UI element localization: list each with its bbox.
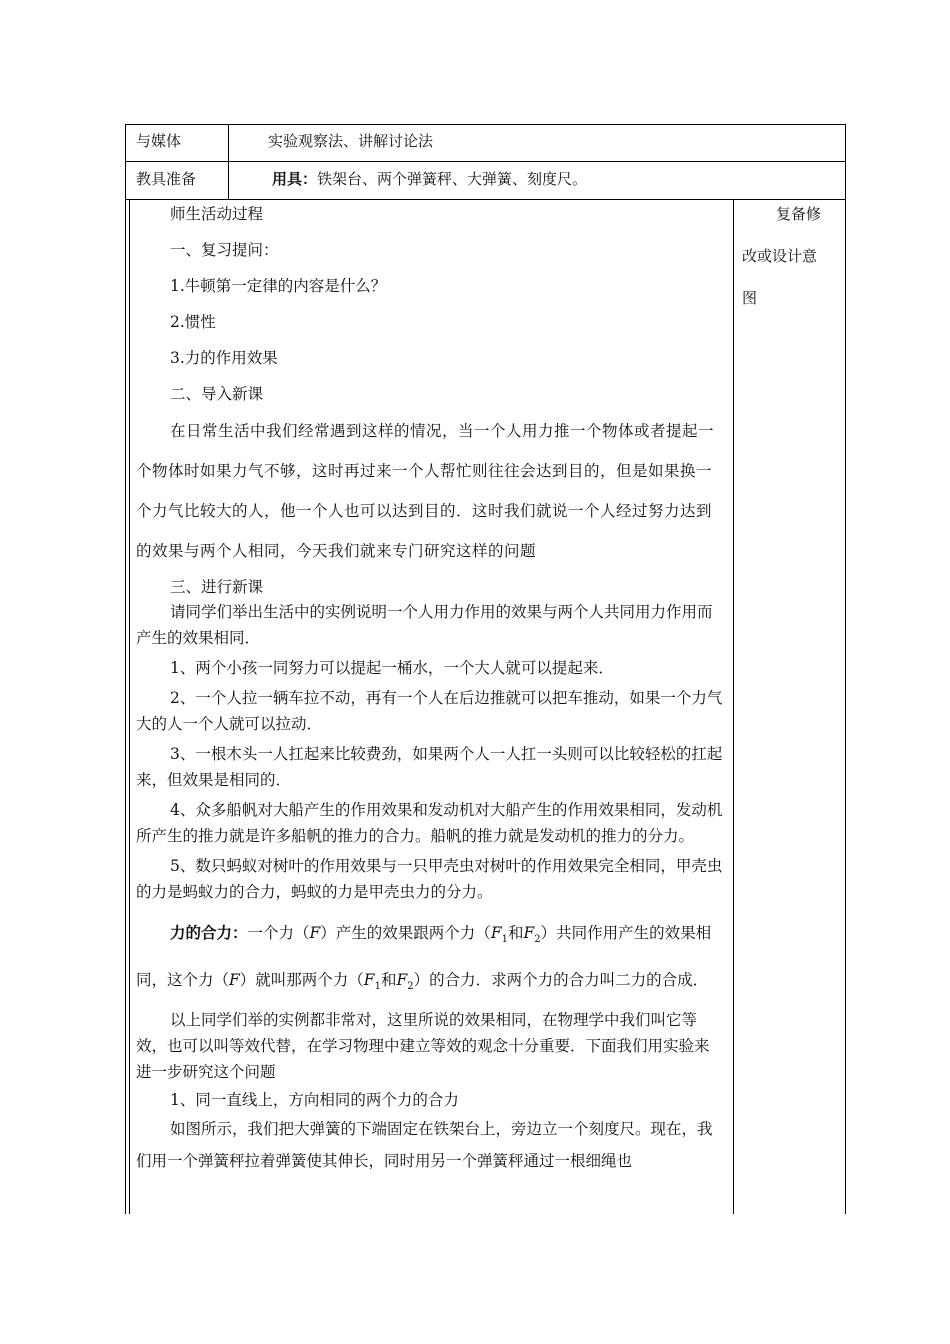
intro-heading: 二、导入新课 (170, 385, 264, 403)
force-F2-2: $F_2$ (396, 971, 414, 993)
side-note (742, 193, 837, 319)
force-F: F (309, 924, 321, 942)
review-heading: 一、复习提问： (170, 241, 279, 259)
row1-value: 实验观察法、讲解讨论法 (268, 132, 434, 150)
new-lesson-paragraph: 请同学们举出生活中的实例说明一个人用力作用的效果与两个人共同用力作用而产生的效果相同． (136, 603, 713, 647)
force-F2: $F_2$ (523, 924, 541, 946)
table-left-border (125, 124, 126, 1214)
review-item-2: 2.惯性 (170, 313, 216, 331)
example-3: 3、一根木头一人扛起来比较费劲，如果两个人一人扛一头则可以比较轻松的扛起来，但效果是相同的． (136, 745, 723, 789)
main-content (136, 203, 723, 1177)
main-left-border (129, 199, 130, 1214)
resultant-force-definition: 力的合力：一个力（F）产生的效果跟两个力（$F_1$和$F_2$）共同作用产生的效果相同，这个力（F）就叫那两个力（$F_1$和$F_2$）的合力．求两个力的合力叫二力的合成． (136, 924, 712, 993)
force-F1: $F_1$ (490, 924, 508, 946)
row2-value (272, 169, 587, 189)
row1-bottom-border (125, 161, 846, 162)
side-note-line-1: 复备修 (776, 205, 822, 223)
force-F1-2: $F_1$ (363, 971, 381, 993)
notes-column-divider (733, 199, 734, 1214)
force-F-2: F (229, 971, 240, 990)
header-column-divider (228, 124, 229, 200)
row2-bottom-border (125, 199, 846, 200)
side-note-line-3: 图 (742, 289, 758, 307)
example-2: 2、一个人拉一辆车拉不动，再有一个人在后边推就可以把车推动，如果一个力气大的人一个人就可以拉动． (136, 689, 723, 733)
experiment-paragraph: 如图所示，我们把大弹簧的下端固定在铁架台上，旁边立一个刻度尺。现在，我们用一个弹簧秤拉着弹簧使其伸长，同时用另一个弹簧秤通过一根细绳也 (136, 1120, 713, 1171)
example-5: 5、数只蚂蚁对树叶的作用效果与一只甲壳虫对树叶的作用效果完全相同，甲壳虫的力是蚂蚁力的合力，蚂蚁的力是甲壳虫力的分力。 (136, 857, 723, 901)
intro-paragraph: 在日常生活中我们经常遇到这样的情况，当一个人用力推一个物体或者提起一个物体时如果力气不够，这时再过来一个人帮忙则往往会达到目的，但是如果换一个力气比较大的人，他一个人也可以达到目的．这时我们就说一个人经过努力达到的效果与两个人相同，今天我们就来专门研究这样的问题 (136, 422, 715, 560)
equivalence-paragraph: 以上同学们举的实例都非常对，这里所说的效果相同，在物理学中我们叫它等效，也可以叫等效代替，在学习物理中建立等效的观念十分重要．下面我们用实验来进一步研究这个问题 (136, 1011, 710, 1082)
example-4: 4、众多船帆对大船产生的作用效果和发动机对大船产生的作用效果相同，发动机所产生的推力就是许多船帆的推力的合力。船帆的推力就是发动机的推力的分力。 (136, 801, 723, 845)
table-right-border (845, 124, 846, 1214)
row2-value-bold: 用具： (272, 170, 318, 188)
example-1: 1、两个小孩一同努力可以提起一桶水，一个大人就可以提起来． (170, 659, 614, 677)
process-title: 师生活动过程 (170, 205, 264, 223)
row1-label: 与媒体 (136, 132, 182, 150)
side-note-line-2: 改或设计意 (742, 247, 818, 265)
new-lesson-heading: 三、进行新课 (170, 578, 264, 596)
definition-term: 力的合力： (170, 924, 248, 942)
table-top-border (125, 124, 846, 125)
row2-label: 教具准备 (136, 170, 197, 188)
review-item-1: 1.牛顿第一定律的内容是什么？ (170, 277, 387, 295)
subsection-heading: 1、同一直线上，方向相同的两个力的合力 (170, 1091, 459, 1110)
review-item-3: 3.力的作用效果 (170, 349, 278, 367)
row2-value-text: 铁架台、两个弹簧秤、大弹簧、刻度尺。 (317, 170, 588, 188)
